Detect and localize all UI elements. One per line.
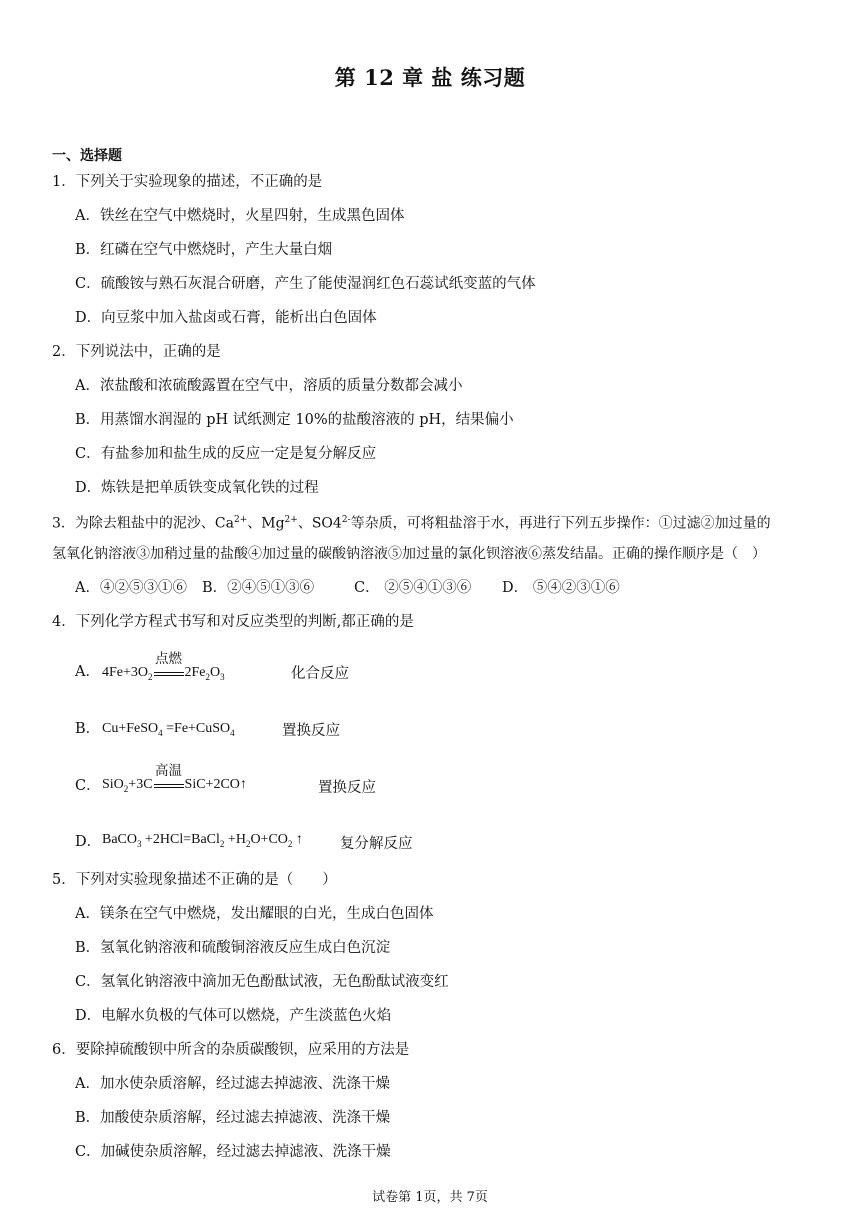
q2-option-b: B．用蒸馏水润湿的 pH 试纸测定 10%的盐酸溶液的 pH，结果偏小 — [75, 412, 514, 428]
q1-option-c: C．硫酸铵与熟石灰混合研磨，产生了能使湿润红色石蕊试纸变蓝的气体 — [75, 276, 536, 292]
q5-option-d: D．电解水负极的气体可以燃烧，产生淡蓝色火焰 — [75, 1008, 392, 1024]
q4-option-c-type: 置换反应 — [318, 780, 376, 796]
q4-option-c-label: C． — [75, 778, 101, 794]
q5-option-a: A．镁条在空气中燃烧，发出耀眼的白光，生成白色固体 — [75, 906, 434, 922]
q3-option-c: C． ②⑤④①③⑥ — [354, 580, 472, 596]
q5-option-b: B．氢氧化钠溶液和硫酸铜溶液反应生成白色沉淀 — [75, 940, 391, 956]
q4-option-d-label: D． — [75, 834, 102, 850]
q2-option-d: D．炼铁是把单质铁变成氧化铁的过程 — [75, 480, 319, 496]
q1-option-d: D．向豆浆中加入盐卤或石膏，能析出白色固体 — [75, 310, 377, 326]
q1-option-b: B．红磷在空气中燃烧时，产生大量白烟 — [75, 242, 333, 258]
q2-option-c: C．有盐参加和盐生成的反应一定是复分解反应 — [75, 446, 377, 462]
q4-option-a-equation: $4Fe+3O_2$ 点燃 $2Fe_2O_3$ — [102, 651, 225, 682]
q5-option-c: C．氢氧化钠溶液中滴加无色酚酞试液，无色酚酞试液变红 — [75, 974, 449, 990]
question-3-stem-cont: 氢氧化钠溶液③加稍过量的盐酸④加过量的碳酸钠溶液⑤加过量的氯化钡溶液⑥蒸发结晶。正确的操作顺序是（ ） — [52, 546, 766, 562]
q4-option-d-equation: BaCO$_3$ +2HCl=BaCl$_2$ $+H_2O+CO_2$ ↑ — [102, 832, 303, 849]
q4-option-d-type: 复分解反应 — [340, 836, 413, 852]
question-2-stem: 2．下列说法中，正确的是 — [52, 344, 221, 360]
q4-option-c-equation: SiO$_2$+3C 高温 SiC+2CO↑ — [102, 763, 247, 794]
question-4-stem: 4．下列化学方程式书写和对反应类型的判断,都正确的是 — [52, 614, 414, 630]
condition-ignite: 点燃 — [154, 664, 184, 676]
condition-high-temp: 高温 — [154, 776, 184, 788]
q3-option-a: A．④②⑤③①⑥ — [75, 580, 187, 596]
q4-option-a-label: A． — [75, 664, 100, 680]
question-5-stem: 5．下列对实验现象描述不正确的是（ ） — [52, 872, 337, 888]
section-heading: 一、选择题 — [52, 148, 122, 164]
q4-option-b-label: B． — [75, 721, 101, 737]
page-title: 第 12 章 盐 练习题 — [334, 65, 526, 90]
q2-option-a: A．浓盐酸和浓硫酸露置在空气中，溶质的质量分数都会减小 — [75, 378, 463, 394]
q3-option-b: B．②④⑤①③⑥ — [202, 580, 315, 596]
q4-option-b-type: 置换反应 — [282, 723, 340, 739]
q6-option-c: C．加碱使杂质溶解，经过滤去掉滤液、洗涤干燥 — [75, 1144, 391, 1160]
q6-option-a: A．加水使杂质溶解，经过滤去掉滤液、洗涤干燥 — [75, 1076, 390, 1092]
question-3-stem: 3．为除去粗盐中的泥沙、$Ca^{2+}$、$Mg^{2+}$、$SO4^{2-}$等杂质，可将粗盐溶于水，再进行下列五步操作：①过滤②加过量的 — [52, 515, 771, 532]
q3-option-d: D． ⑤④②③①⑥ — [502, 580, 620, 596]
q6-option-b: B．加酸使杂质溶解，经过滤去掉滤液、洗涤干燥 — [75, 1110, 391, 1126]
q4-option-b-equation: Cu+FeSO$_4$ =Fe+CuSO$_4$ — [102, 721, 235, 738]
page-footer: 试卷第 1页，共 7页 — [372, 1190, 488, 1205]
q1-option-a: A．铁丝在空气中燃烧时，火星四射，生成黑色固体 — [75, 208, 405, 224]
q4-option-a-type: 化合反应 — [291, 666, 349, 682]
question-1-stem: 1．下列关于实验现象的描述，不正确的是 — [52, 174, 323, 190]
question-6-stem: 6．要除掉硫酸钡中所含的杂质碳酸钡，应采用的方法是 — [52, 1042, 410, 1058]
